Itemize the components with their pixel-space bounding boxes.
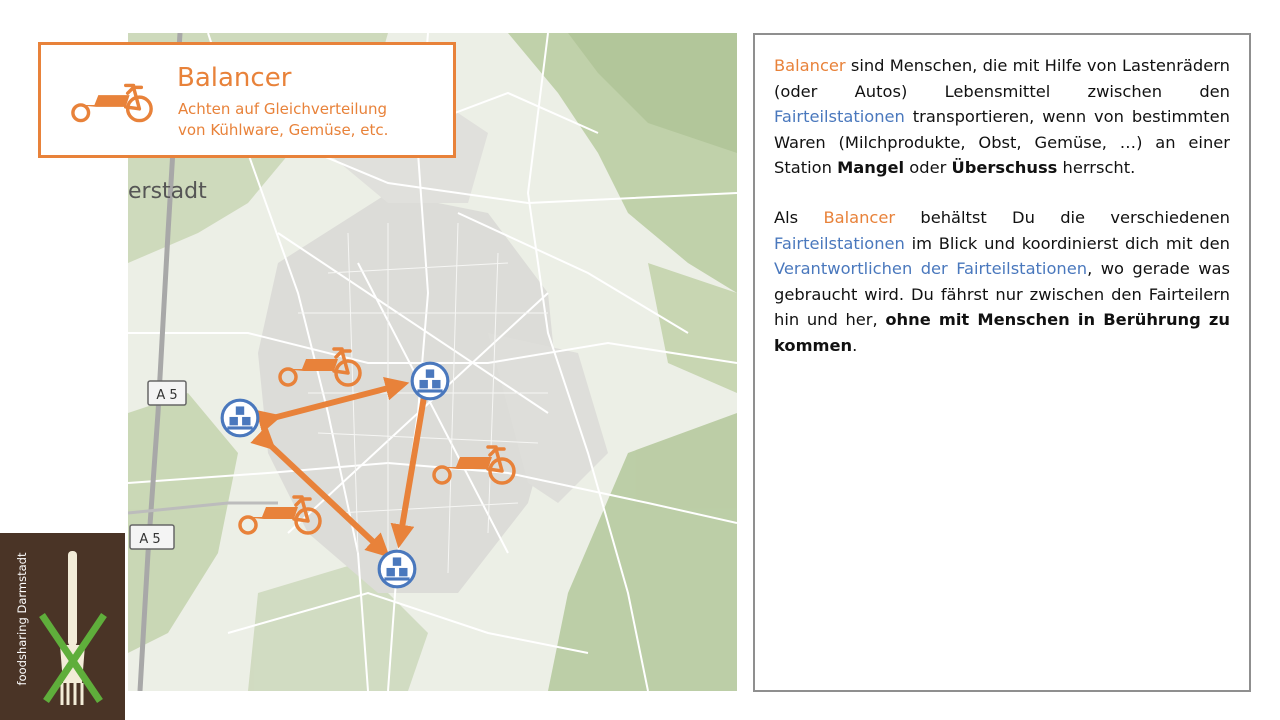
balancer-callout [38,42,456,158]
text-segment: oder [904,158,952,178]
station-west-icon[interactable] [222,400,258,436]
description-paragraph-1 [774,53,1230,181]
foodsharing-logo [0,533,125,720]
city-label: erstadt [128,179,207,204]
text-segment: transportieren, wenn von bestimmten Waren (Milchprodukte, Obst, Gemüse, …) an einer Station [774,107,1230,178]
road-sign-a5-top [148,381,186,405]
text-segment: Als [774,207,824,227]
text-segment: . [852,335,858,355]
road-sign-a5-bottom [130,525,174,549]
term-fairteilstationen: Fairteilstationen [774,107,905,127]
callout-subtitle-line2: von Kühlware, Gemüse, etc. [178,121,389,139]
callout-title: Balancer [177,63,292,93]
logo-text: foodsharing Darmstadt [15,552,29,686]
svg-text:A 5: A 5 [139,532,161,547]
description-paragraph-2 [774,205,1230,359]
text-segment: herrscht. [1057,158,1136,178]
emphasis-ohne-kontakt: ohne mit Menschen in Berührung zu kommen [774,310,1230,355]
callout-subtitle-line1: Achten auf Gleichverteilung [178,100,388,118]
term-balancer: Balancer [823,207,896,227]
text-segment: sind Menschen, die mit Hilfe von Lastenrädern (oder Autos) Lebensmittel zwischen den [774,56,1230,101]
station-south-icon[interactable] [379,551,415,587]
cargo-bike-icon [69,81,157,125]
text-segment: , wo gerade was gebraucht wird. Du fährst nur zwischen den Fairteilern hin und her, [774,259,1230,330]
text-segment: im Blick und koordinierst dich mit den [904,233,1230,253]
description-box [753,33,1251,692]
term-fairteilstationen: Fairteilstationen [774,233,905,253]
emphasis-ueberschuss: Überschuss [951,158,1058,178]
callout-subtitle [178,99,388,141]
svg-text:A 5: A 5 [156,388,178,403]
emphasis-mangel: Mangel [837,158,905,178]
station-north-icon[interactable] [412,363,448,399]
term-balancer: Balancer [774,56,846,75]
term-verantwortliche: Verantwortlichen der Fairteilstationen [774,259,1088,279]
text-segment: behältst Du die verschiedenen [895,207,1231,227]
